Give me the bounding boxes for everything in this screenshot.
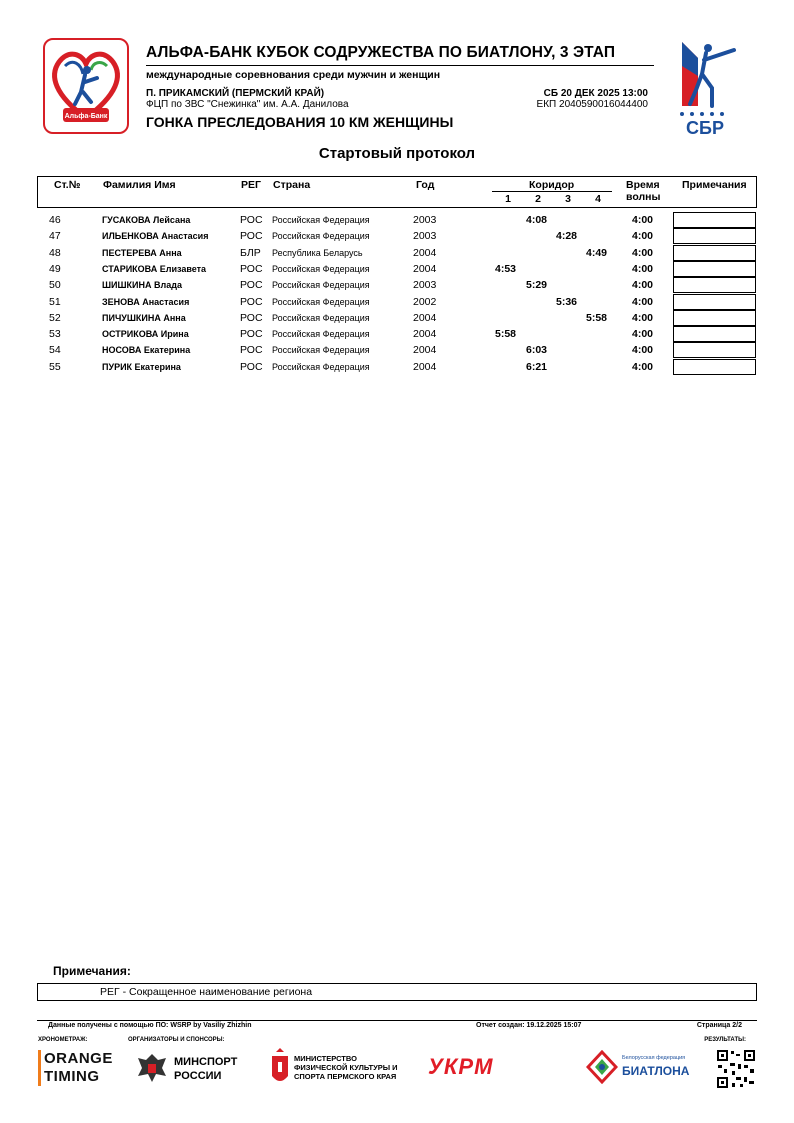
birth-year: 2002 bbox=[413, 295, 437, 308]
corridor-3-time: 5:36 bbox=[556, 295, 578, 308]
sbr-logo-text: СБР bbox=[686, 118, 724, 138]
notes-cell bbox=[673, 277, 756, 293]
bib-cell: 48 bbox=[49, 246, 61, 259]
athlete-name: ГУСАКОВА Лейсана bbox=[102, 215, 191, 225]
footer-software: Данные получены с помощью ПО: WSRP by Vasiliy Zhizhin bbox=[48, 1022, 252, 1029]
event-ekp-code: ЕКП 2040590016044400 bbox=[536, 99, 648, 110]
country-name: Российская Федерация bbox=[272, 263, 370, 274]
bib-cell: 46 bbox=[49, 214, 61, 226]
minsport-logo bbox=[136, 1050, 246, 1088]
orange-timing-line1: ORANGE bbox=[38, 1050, 102, 1068]
notes-cell bbox=[673, 294, 756, 310]
organizers-label: ОРГАНИЗАТОРЫ И СПОНСОРЫ: bbox=[128, 1037, 225, 1043]
minsport-line2: РОССИИ bbox=[174, 1070, 222, 1082]
event-title: АЛЬФА-БАНК КУБОК СОДРУЖЕСТВА ПО БИАТЛОНУ, 3 ЭТАП bbox=[146, 44, 616, 61]
col-bib: Ст.№ bbox=[54, 179, 81, 191]
wave-time: 4:00 bbox=[632, 214, 654, 226]
bib-cell: 51 bbox=[49, 295, 61, 308]
sbr-logo bbox=[672, 36, 742, 140]
col-wave-line1: Время bbox=[626, 179, 660, 191]
notes-cell bbox=[673, 245, 756, 261]
notes-cell bbox=[673, 261, 756, 277]
athlete-name: ПИЧУШКИНА Анна bbox=[102, 312, 186, 323]
footer-page: Страница 2/2 bbox=[696, 1022, 742, 1029]
corridor-4-time: 5:58 bbox=[586, 311, 608, 324]
notes-cell bbox=[673, 228, 756, 244]
birth-year: 2003 bbox=[413, 279, 437, 292]
notes-cell bbox=[673, 212, 756, 228]
bib-cell: 52 bbox=[49, 311, 61, 324]
notes-title: Примечания: bbox=[53, 964, 131, 978]
birth-year: 2004 bbox=[413, 328, 437, 341]
notes-cell bbox=[673, 342, 756, 358]
country-name: Российская Федерация bbox=[272, 215, 370, 225]
document-title: Стартовый протокол bbox=[318, 145, 476, 162]
country-name: Российская Федерация bbox=[272, 345, 370, 356]
region-code: РОС bbox=[240, 214, 263, 226]
event-datetime: СБ 20 ДЕК 2025 13:00 bbox=[543, 88, 648, 99]
wave-time: 4:00 bbox=[632, 246, 654, 259]
alfa-cup-logo bbox=[43, 38, 129, 134]
belarus-ornament-icon bbox=[586, 1050, 618, 1084]
region-code: РОС bbox=[240, 360, 263, 373]
ukrm-logo-text: УКРМ bbox=[428, 1054, 494, 1079]
birth-year: 2003 bbox=[413, 214, 437, 226]
wave-time: 4:00 bbox=[632, 279, 654, 292]
notes-cell bbox=[673, 326, 756, 342]
athlete-name: ПУРИК Екатерина bbox=[102, 361, 181, 372]
event-subtitle: международные соревнования среди мужчин и женщин bbox=[146, 69, 441, 81]
wave-time: 4:00 bbox=[632, 360, 654, 373]
bib-cell: 47 bbox=[49, 230, 61, 243]
notes-text: РЕГ - Сокращенное наименование региона bbox=[100, 986, 313, 998]
table-row bbox=[37, 245, 757, 261]
col-wave-line2: волны bbox=[626, 191, 661, 203]
region-code: РОС bbox=[240, 295, 263, 308]
athlete-name: ЗЕНОВА Анастасия bbox=[102, 296, 190, 307]
footer-created: Отчет создан: 19.12.2025 15:07 bbox=[476, 1022, 582, 1029]
birth-year: 2003 bbox=[413, 230, 437, 243]
perm-crest-icon bbox=[270, 1048, 290, 1086]
race-title: ГОНКА ПРЕСЛЕДОВАНИЯ 10 КМ ЖЕНЩИНЫ bbox=[146, 114, 454, 130]
table-row bbox=[37, 277, 757, 293]
col-name: Фамилия Имя bbox=[103, 179, 176, 191]
wave-time: 4:00 bbox=[632, 311, 654, 324]
orange-timing-logo bbox=[38, 1050, 113, 1090]
wave-time: 4:00 bbox=[632, 230, 654, 243]
timing-label: ХРОНОМЕТРАЖ: bbox=[38, 1037, 88, 1043]
minsport-line1: МИНСПОРТ bbox=[174, 1056, 238, 1068]
athlete-name: НОСОВА Екатерина bbox=[102, 345, 191, 356]
table-row bbox=[37, 228, 757, 244]
region-code: БЛР bbox=[240, 246, 261, 259]
wave-time: 4:00 bbox=[632, 262, 654, 275]
corridor-1-time: 5:58 bbox=[495, 328, 517, 341]
wave-time: 4:00 bbox=[632, 295, 654, 308]
corridor-sub-4: 4 bbox=[595, 193, 601, 205]
corridor-sub-2: 2 bbox=[535, 193, 541, 205]
birth-year: 2004 bbox=[413, 246, 437, 259]
country-name: Российская Федерация bbox=[272, 329, 370, 340]
belarus-federation-big: БИАТЛОНА bbox=[622, 1064, 690, 1078]
athlete-name: ШИШКИНА Влада bbox=[102, 280, 182, 291]
corridor-2-time: 5:29 bbox=[526, 279, 548, 292]
corridor-2-time: 4:08 bbox=[526, 214, 548, 226]
region-code: РОС bbox=[240, 230, 263, 243]
results-label: РЕЗУЛЬТАТЫ: bbox=[704, 1037, 746, 1043]
perm-line1: МИНИСТЕРСТВО bbox=[294, 1054, 357, 1063]
notes-box bbox=[37, 983, 757, 1001]
bib-cell: 55 bbox=[49, 360, 61, 373]
ukrm-logo bbox=[428, 1054, 558, 1084]
event-location: П. ПРИКАМСКИЙ (ПЕРМСКИЙ КРАЙ) bbox=[146, 88, 325, 99]
notes-cell bbox=[673, 310, 756, 326]
region-code: РОС bbox=[240, 311, 263, 324]
col-reg: РЕГ bbox=[241, 179, 261, 191]
birth-year: 2004 bbox=[413, 311, 437, 324]
athlete-name: ОСТРИКОВА Ирина bbox=[102, 329, 189, 340]
corridor-4-time: 4:49 bbox=[586, 246, 608, 259]
corridor-divider bbox=[492, 191, 612, 192]
bib-cell: 53 bbox=[49, 328, 61, 341]
footer-divider bbox=[37, 1020, 757, 1021]
perm-ministry-logo bbox=[270, 1048, 400, 1088]
bib-cell: 49 bbox=[49, 262, 61, 275]
table-header bbox=[37, 176, 757, 208]
country-name: Российская Федерация bbox=[272, 312, 370, 323]
region-code: РОС bbox=[240, 262, 263, 275]
corridor-1-time: 4:53 bbox=[495, 262, 517, 275]
table-row bbox=[37, 342, 757, 358]
belarus-federation-small: Белорусская федерация bbox=[622, 1055, 686, 1061]
table-row bbox=[37, 310, 757, 326]
birth-year: 2004 bbox=[413, 262, 437, 275]
birth-year: 2004 bbox=[413, 360, 437, 373]
table-row bbox=[37, 212, 757, 228]
table-row bbox=[37, 326, 757, 342]
country-name: Российская Федерация bbox=[272, 231, 370, 242]
notes-cell bbox=[673, 359, 756, 375]
region-code: РОС bbox=[240, 279, 263, 292]
region-code: РОС bbox=[240, 328, 263, 341]
perm-line2: ФИЗИЧЕСКОЙ КУЛЬТУРЫ И bbox=[294, 1063, 398, 1072]
corridor-3-time: 4:28 bbox=[556, 230, 578, 243]
wave-time: 4:00 bbox=[632, 344, 654, 357]
orange-timing-line2: TIMING bbox=[38, 1068, 102, 1086]
title-divider bbox=[146, 65, 654, 66]
birth-year: 2004 bbox=[413, 344, 437, 357]
athlete-name: ПЕСТЕРЕВА Анна bbox=[102, 247, 182, 258]
athlete-name: СТАРИКОВА Елизавета bbox=[102, 263, 207, 274]
perm-line3: СПОРТА ПЕРМСКОГО КРАЯ bbox=[294, 1072, 397, 1081]
country-name: Республика Беларусь bbox=[272, 247, 363, 258]
region-code: РОС bbox=[240, 344, 263, 357]
country-name: Российская Федерация bbox=[272, 296, 370, 307]
alfa-logo-text: Альфа-Банк bbox=[64, 113, 108, 120]
corridor-2-time: 6:03 bbox=[526, 344, 548, 357]
belarus-biathlon-logo bbox=[586, 1050, 690, 1088]
eagle-emblem-icon bbox=[136, 1050, 168, 1086]
col-notes: Примечания bbox=[682, 179, 747, 191]
col-year: Год bbox=[416, 179, 435, 191]
corridor-2-time: 6:21 bbox=[526, 360, 548, 373]
event-venue: ФЦП по ЗВС "Снежинка" им. А.А. Данилова bbox=[146, 99, 349, 110]
table-row bbox=[37, 359, 757, 375]
athlete-name: ИЛЬЕНКОВА Анастасия bbox=[102, 231, 209, 242]
bib-cell: 50 bbox=[49, 279, 61, 292]
table-row bbox=[37, 294, 757, 310]
corridor-sub-1: 1 bbox=[505, 193, 511, 205]
corridor-sub-3: 3 bbox=[565, 193, 571, 205]
table-row bbox=[37, 261, 757, 277]
country-name: Российская Федерация bbox=[272, 361, 370, 372]
col-corridor: Коридор bbox=[529, 179, 575, 191]
qr-code-icon bbox=[716, 1049, 756, 1089]
country-name: Российская Федерация bbox=[272, 280, 370, 291]
bib-cell: 54 bbox=[49, 344, 61, 357]
results-qr-code[interactable] bbox=[716, 1049, 756, 1089]
wave-time: 4:00 bbox=[632, 328, 654, 341]
col-country: Страна bbox=[273, 179, 311, 191]
